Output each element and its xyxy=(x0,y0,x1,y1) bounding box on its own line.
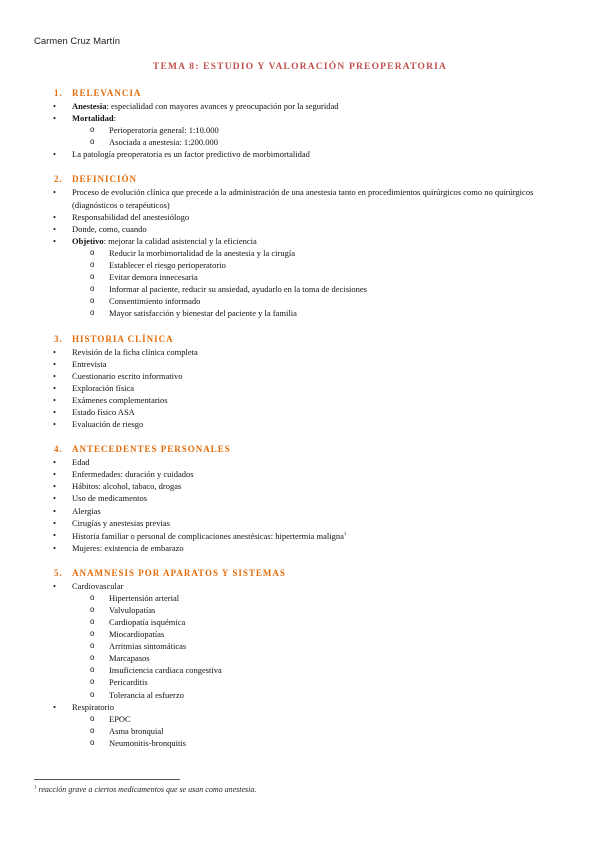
circle-bullet-icon: o xyxy=(90,604,95,614)
sub-list-item xyxy=(52,295,564,307)
item-label: Anestesia xyxy=(72,101,107,111)
list-item xyxy=(52,580,564,592)
section-heading-text: ANTECEDENTES PERSONALES xyxy=(72,444,231,455)
bullet-icon: • xyxy=(53,223,56,234)
footnote-text: reacción grave a ciertos medicamentos que se usan como anestesia. xyxy=(38,785,257,794)
item-text: Pericarditis xyxy=(109,677,148,688)
item-text: Historia familiar o personal de complicaciones anestésicas: hipertermia maligna xyxy=(72,530,344,541)
bullet-icon: • xyxy=(53,382,56,393)
item-text: Responsabilidad del anestesiólogo xyxy=(72,211,190,222)
circle-bullet-icon: o xyxy=(90,713,95,723)
bullet-icon: • xyxy=(53,481,56,492)
list-item xyxy=(52,346,564,358)
list-item xyxy=(52,468,564,480)
item-text: Tolerancia al esfuerzo xyxy=(109,689,184,700)
list-item xyxy=(52,492,564,504)
circle-bullet-icon: o xyxy=(90,260,95,270)
section-heading xyxy=(54,442,564,456)
list-item xyxy=(52,370,564,382)
item-text: Hipertensión arterial xyxy=(109,592,180,603)
sub-list-item xyxy=(52,713,564,725)
circle-bullet-icon: o xyxy=(90,592,95,602)
circle-bullet-icon: o xyxy=(90,725,95,735)
footnote-marker: 1 xyxy=(34,785,37,791)
item-text: Cuestionario escrito informativo xyxy=(72,370,183,381)
bullet-icon: • xyxy=(53,358,56,369)
footnote-ref: 1 xyxy=(343,531,347,537)
bullet-icon: • xyxy=(53,457,56,468)
section-number: 4. xyxy=(54,444,63,455)
item-text: Neumonitis-bronquitis xyxy=(109,737,186,748)
circle-bullet-icon: o xyxy=(90,284,95,294)
item-text: EPOC xyxy=(109,713,131,724)
section-heading xyxy=(54,566,564,580)
sub-list-item xyxy=(52,307,564,319)
item-text: Mujeres: existencia de embarazo xyxy=(72,542,184,553)
circle-bullet-icon: o xyxy=(90,137,95,147)
bullet-icon: • xyxy=(53,419,56,430)
bullet-icon: • xyxy=(53,406,56,417)
bullet-icon: • xyxy=(53,149,56,160)
list-item xyxy=(52,517,564,529)
bullet-icon: • xyxy=(53,187,56,198)
sub-list-item xyxy=(52,676,564,688)
item-text: Reducir la morbimortalidad de la anestesia y la cirugía xyxy=(109,247,295,258)
document-body xyxy=(52,86,564,749)
footnote xyxy=(34,785,256,794)
sub-list-item xyxy=(52,652,564,664)
item-text: Revisión de la ficha clínica completa xyxy=(72,346,198,357)
item-text: Alergias xyxy=(72,505,101,516)
footnote-separator xyxy=(34,779,180,780)
list-item xyxy=(52,542,564,554)
section-heading-text: DEFINICIÓN xyxy=(72,174,138,185)
item-text: Hábitos: alcohol, tabaco, drogas xyxy=(72,481,182,492)
item-text: Valvulopatías xyxy=(109,604,156,615)
item-text: Cirugías y anestesias previas xyxy=(72,517,170,528)
list-item xyxy=(52,418,564,430)
item-text: La patología preoperatoria es un factor predictivo de morbimortalidad xyxy=(72,149,310,160)
circle-bullet-icon: o xyxy=(90,629,95,639)
item-text: Donde, como, cuando xyxy=(72,223,147,234)
item-text: Respiratorio xyxy=(72,701,115,712)
item-text: Entrevista xyxy=(72,358,107,369)
list-item xyxy=(52,235,564,247)
list-item xyxy=(52,480,564,492)
item-text: Proceso de evolución clínica que precede a la administración de una anestesia tanto en procedimientos quirúrgicos como no quirúrgicos (diagnósticos o terapéuticos) xyxy=(72,187,534,210)
list-item xyxy=(52,223,564,235)
section-number: 5. xyxy=(54,567,63,578)
item-text: Consentimiento informado xyxy=(109,296,201,307)
bullet-icon: • xyxy=(53,542,56,553)
sub-list-item xyxy=(52,592,564,604)
item-text: Exploración física xyxy=(72,382,135,393)
bullet-icon: • xyxy=(53,529,56,540)
sub-list-item xyxy=(52,283,564,295)
page-title: TEMA 8: ESTUDIO Y VALORACIÓN PREOPERATORIA xyxy=(152,62,448,72)
section-heading-text: RELEVANCIA xyxy=(72,88,142,98)
item-text: Establecer el riesgo perioperatorio xyxy=(109,260,226,271)
circle-bullet-icon: o xyxy=(90,272,95,282)
list-item xyxy=(52,112,564,124)
section-4 xyxy=(52,442,564,554)
circle-bullet-icon: o xyxy=(90,677,95,687)
sub-list-item xyxy=(52,616,564,628)
circle-bullet-icon: o xyxy=(90,296,95,306)
sub-list-item xyxy=(52,640,564,652)
sub-list-item xyxy=(52,124,564,136)
section-5 xyxy=(52,566,564,749)
item-label: Mortalidad xyxy=(72,113,114,124)
item-text: Arritmias sintomáticas xyxy=(109,641,187,652)
item-text: Asma bronquial xyxy=(109,725,164,736)
item-text: Enfermedades: duración y cuidados xyxy=(72,469,194,480)
sub-list-item xyxy=(52,737,564,749)
section-number: 2. xyxy=(54,174,63,185)
section-number: 3. xyxy=(54,333,63,344)
item-text: Insuficiencia cardiaca congestiva xyxy=(109,665,222,676)
item-text: Uso de medicamentos xyxy=(72,493,148,504)
list-item xyxy=(52,382,564,394)
circle-bullet-icon: o xyxy=(90,665,95,675)
sub-list-item xyxy=(52,247,564,259)
item-text: Marcapasos xyxy=(109,653,150,664)
item-text: Mayor satisfacción y bienestar del paciente y la familia xyxy=(109,308,297,319)
list-item xyxy=(52,394,564,406)
item-text: Informar al paciente, reducir su ansiedad, ayudarlo en la toma de decisiones xyxy=(109,284,367,295)
item-text: Edad xyxy=(72,457,90,468)
sub-list-item xyxy=(52,628,564,640)
list-item xyxy=(52,148,564,160)
item-text: Evitar demora innecesaria xyxy=(109,272,198,283)
bullet-icon: • xyxy=(53,469,56,480)
sub-list-item xyxy=(52,604,564,616)
bullet-icon: • xyxy=(53,211,56,222)
section-heading xyxy=(54,172,564,186)
list-item xyxy=(52,529,564,542)
section-1 xyxy=(52,86,564,160)
bullet-icon: • xyxy=(53,101,56,111)
item-text: Cardiovascular xyxy=(72,580,124,591)
circle-bullet-icon: o xyxy=(90,653,95,663)
bullet-icon: • xyxy=(53,580,56,591)
item-text: Cardiopatía isquémica xyxy=(109,617,186,628)
section-3 xyxy=(52,332,564,431)
section-2 xyxy=(52,172,564,319)
sub-list-item xyxy=(52,725,564,737)
sub-list-item xyxy=(52,259,564,271)
circle-bullet-icon: o xyxy=(90,617,95,627)
circle-bullet-icon: o xyxy=(90,641,95,651)
sub-list-item xyxy=(52,271,564,283)
item-text: : mejorar la calidad asistencial y la eficiencia xyxy=(103,235,257,246)
sub-list-item xyxy=(52,664,564,676)
section-number: 1. xyxy=(54,88,63,98)
item-text: Estado físico ASA xyxy=(72,406,135,417)
item-text: Exámenes complementarios xyxy=(72,394,168,405)
circle-bullet-icon: o xyxy=(90,247,95,257)
circle-bullet-icon: o xyxy=(90,689,95,699)
bullet-icon: • xyxy=(53,346,56,357)
circle-bullet-icon: o xyxy=(90,125,95,135)
list-item xyxy=(52,505,564,517)
bullet-icon: • xyxy=(53,493,56,504)
bullet-icon: • xyxy=(53,235,56,246)
bullet-icon: • xyxy=(53,394,56,405)
author-name: Carmen Cruz Martín xyxy=(34,36,121,47)
item-text: Asociada a anestesia: 1:200.000 xyxy=(109,137,219,148)
circle-bullet-icon: o xyxy=(90,308,95,318)
item-label: Objetivo xyxy=(72,235,104,246)
list-item xyxy=(52,701,564,713)
list-item xyxy=(52,406,564,418)
item-text: : xyxy=(113,113,116,124)
section-heading-text: ANAMNESIS POR APARATOS Y SISTEMAS xyxy=(72,567,286,578)
list-item xyxy=(52,186,564,210)
item-text: Perioperatoria general: 1:10.000 xyxy=(109,125,219,136)
bullet-icon: • xyxy=(53,517,56,528)
item-text: : especialidad con mayores avances y preocupación por la seguridad xyxy=(106,101,339,111)
section-heading-text: HISTORIA CLÍNICA xyxy=(72,333,174,344)
sub-list-item xyxy=(52,136,564,148)
bullet-icon: • xyxy=(53,701,56,712)
circle-bullet-icon: o xyxy=(90,737,95,747)
sub-list-item xyxy=(52,689,564,701)
bullet-icon: • xyxy=(53,370,56,381)
list-item xyxy=(52,100,564,112)
list-item xyxy=(52,358,564,370)
bullet-icon: • xyxy=(53,505,56,516)
item-text: Evaluación de riesgo xyxy=(72,419,144,430)
section-heading xyxy=(54,86,564,100)
bullet-icon: • xyxy=(53,113,56,124)
section-heading xyxy=(54,332,564,346)
item-text: Miocardiopatías xyxy=(109,629,165,640)
list-item xyxy=(52,211,564,223)
list-item xyxy=(52,456,564,468)
